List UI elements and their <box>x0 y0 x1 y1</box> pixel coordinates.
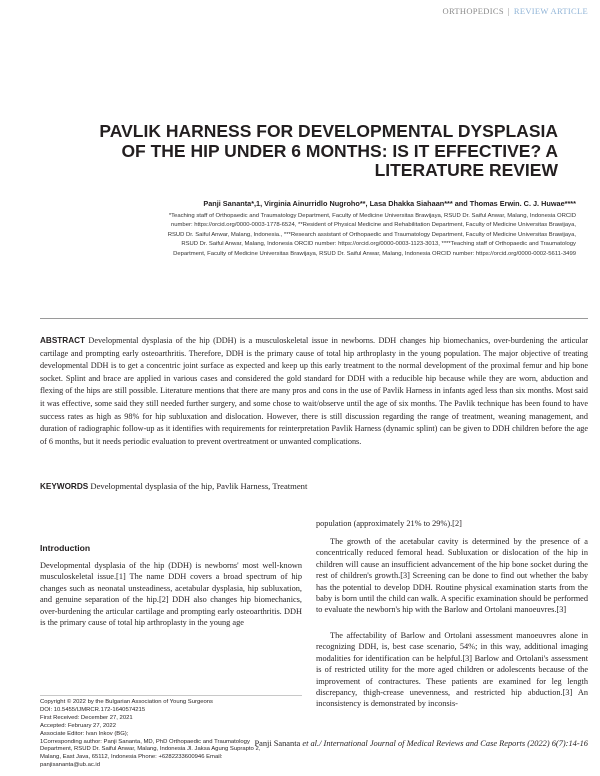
meta-line: Associate Editor: Ivan Inkov (BG); <box>40 730 129 737</box>
meta-divider <box>40 695 302 696</box>
footer-journal: / International Journal of Medical Reviews and Case Reports (2022) 6(7):14-16 <box>319 739 588 748</box>
introduction-heading: Introduction <box>40 543 91 553</box>
abstract <box>40 335 588 448</box>
affiliation-line: RSUD Dr. Saiful Anwar, Malang, Indonesia., ***Research assistant of Orthopaedic and Traumatology Department, Faculty of Medicine Universitas Brawijaya, <box>167 231 576 238</box>
article-metadata <box>40 699 302 770</box>
meta-line: Copyright © 2022 by the Bulgarian Association of Young Surgeons <box>40 699 213 705</box>
title-line: LITERATURE REVIEW <box>374 160 558 180</box>
meta-line: First Received: December 27, 2021 <box>40 714 133 721</box>
affiliations <box>40 212 576 259</box>
keywords-label: KEYWORDS <box>40 482 89 491</box>
divider <box>40 318 588 319</box>
footer-author: Panji Sananta <box>254 739 301 748</box>
introduction-paragraph: Developmental dysplasia of the hip (DDH) is newborns' most well-known musculoskeletal issue.[1] The name DDH covers a broad spectrum of hip changes such as neonatal unsteadiness, acetabular dysplasia, hip subluxation, and genuine separation of the hip.[2] DDH also changes hip biomechanics, over-burdening the articular cartilage and prompting early osteoarthritis. DDH is the primary cause of total hip arthroplasty in the young age <box>40 561 302 628</box>
abstract-text: Developmental dysplasia of the hip (DDH) is a musculoskeletal issue in newborns. DDH changes hip biomechanics, over-burdening the articular cartilage and prompting early osteoarthritis. Therefore, DDH is the primary cause of total hip arthroplasty in the young population. The major objective of treating developmental DDH is to get a concentric joint surface as expected and keep up this early treatment to the normal development of the proximal femur and hip bone socket. Splint and brace are applied in various cases and considered the gold standard for DDH with a reducible hip because while they are worn, abduction and flexing of the hips are still possible. Literature mentions that there are many pros and cons in the use of Pavlik Harness in infants aged less than six months. Most said it was effective, some said they still needed further surgery, and some chose to wait/observe until the age of six months. The Pavlik technique has been found to have success rates as high as 98% for hip subluxation and dislocation. However, there is still discussion regarding the range of treatment, weaning management, and duration of radiographic follow-up as it identifies with requirements for reinterpretation Pavlik Harness (dynamic splint) can be given to DDH children before the age of 6 months, but it needs periodic evaluation to prevent overtreatment or unwanted complications. <box>40 336 589 446</box>
meta-line: panjisananta@ub.ac.id <box>40 762 101 769</box>
meta-line: Department, RSUD Dr. Saiful Anwar, Malang, Indonesia Jl. Jaksa Agung Suprapto 2, <box>40 746 261 753</box>
keywords-text: Developmental dysplasia of the hip, Pavlik Harness, Treatment <box>90 481 308 491</box>
affiliation-line: RSUD Dr. Saiful Anwar, Malang, Indonesia ORCID number: https://orcid.org/0000-0003-1123-3013, ****Teaching staff of Orthopaedic and Traumatology <box>181 241 576 248</box>
affiliation-line: number: https://orcid.org/0000-0003-1778-6524, **Resident of Physical Medicine and Rehabilitation Department, Faculty of Medicine Universitas Brawijaya, <box>170 222 576 229</box>
right-column-paragraph: The growth of the acetabular cavity is determined by the presence of a concentrically reduced femoral head. Subluxation or dislocation of the hip in children will cause an insufficient advancement of the hip bone socket during the rest of children's growth.[3] Screening can be done to find out whether the baby has the potential to develop DDH. Routine physical examination starts from the baby is born until the child can walk. A specific examination should be performed to evaluate the newborn's hip with the Barlow and Ortolani manoeuvres.[3] <box>316 537 588 615</box>
article-type-label: REVIEW ARTICLE <box>513 6 588 16</box>
author-list: Panji Sananta*,1, Virginia Ainurridlo Nugroho**, Lasa Dhakka Siahaan*** and Thomas Erwin. C. J. Huwae**** <box>203 199 576 208</box>
abstract-label: ABSTRACT <box>40 336 86 345</box>
right-column-paragraph: The affectability of Barlow and Ortolani assessment manoeuvres alone in recognizing DDH, is, best case scenario, 54%; in this way, additional imaging modalities for identification can be helpful.[3] Barlow and Ortolani's assessment is of restricted utility for the more aged children or adolescents because of the improvement of contractures. These patients are examined for leg length discrepancy, thigh-crease unevenness, and restricted hip abduction.[3] An inconsistency is demonstrated by inconsis- <box>316 631 588 709</box>
meta-line: Malang, East Java, 65112, Indonesia Phone: +6282233600946 Email: <box>40 754 223 761</box>
meta-line: DOI: 10.5455/IJMRCR.172-1640574215 <box>40 706 146 713</box>
meta-line: 1Corresponding author: Panji Sananta, MD, PhD Orthopaedic and Traumatology <box>40 738 250 745</box>
article-title <box>40 122 558 181</box>
title-line: OF THE HIP UNDER 6 MONTHS: IS IT EFFECTIVE? A <box>121 140 558 161</box>
affiliation-line: *Teaching staff of Orthopaedic and Traumatology Department, Faculty of Medicine Universitas Brawijaya, RSUD Dr. Saiful Anwar, Malang, Indonesia ORCID <box>168 213 576 219</box>
meta-line: Accepted: February 27, 2022 <box>40 722 116 729</box>
page-footer <box>230 739 588 748</box>
section-label: ORTHOPEDICS <box>442 6 504 16</box>
footer-etal: et al. <box>302 739 320 748</box>
header-separator: | <box>507 6 510 16</box>
title-line: PAVLIK HARNESS FOR DEVELOPMENTAL DYSPLASIA <box>99 121 558 141</box>
journal-section-header <box>398 6 588 16</box>
right-column-paragraph: population (approximately 21% to 29%).[2] <box>316 519 462 528</box>
affiliation-line: Department, Faculty of Medicine Universitas Brawijaya, RSUD Dr. Saiful Anwar, Malang, Indonesia ORCID number: https://orcid.org/0000-0002-5611-3499 <box>173 250 576 257</box>
keywords <box>40 481 588 491</box>
